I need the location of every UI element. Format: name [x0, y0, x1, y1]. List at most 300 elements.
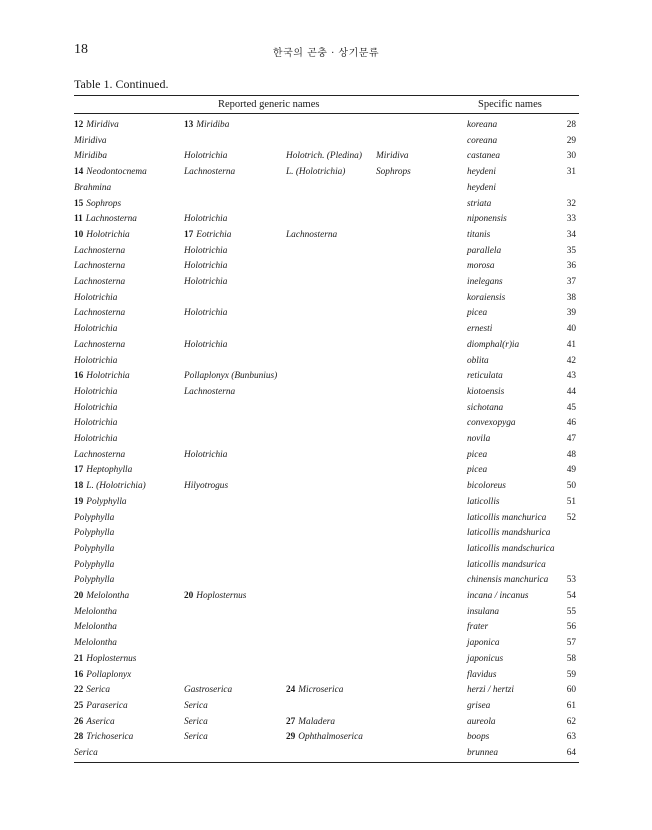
- generic-name-cell-1: [74, 354, 117, 370]
- table-row: [74, 432, 579, 448]
- generic-name-cell-2: [184, 259, 227, 275]
- generic-name-cell-3: [286, 228, 337, 244]
- generic-name-cell-2: [184, 228, 231, 244]
- specific-name-cell-name: laticollis mandschurica: [467, 543, 555, 554]
- generic-name-cell-1: [74, 526, 114, 542]
- generic-name-cell-2: [184, 448, 227, 464]
- reference-number: 31: [566, 167, 576, 178]
- generic-name-cell-1: [74, 479, 146, 495]
- reference-number: 41: [566, 339, 576, 350]
- specific-name-cell: [467, 134, 497, 150]
- specific-name-cell-name: castanea: [467, 151, 501, 162]
- table-row: [74, 683, 579, 699]
- generic-name-cell-1: [74, 275, 125, 291]
- generic-name-cell-1: [74, 511, 114, 527]
- reference-number: 35: [566, 245, 576, 256]
- specific-name-cell: [467, 212, 507, 228]
- table-row: [74, 354, 579, 370]
- generic-name-cell-1-number: 17: [74, 465, 84, 476]
- generic-name-cell-1-name: Holotrichia: [86, 371, 130, 382]
- generic-name-cell-1: [74, 401, 117, 417]
- specific-name-cell: [467, 636, 500, 652]
- generic-name-cell-2-name: Holotrichia: [184, 277, 228, 287]
- generic-name-cell-1: [74, 715, 115, 731]
- specific-name-cell-name: ernesti: [467, 324, 493, 335]
- generic-name-cell-1-name: Polyphylla: [74, 528, 115, 539]
- specific-name-cell: [467, 322, 492, 338]
- specific-name-cell-name: japonicus: [467, 653, 504, 664]
- specific-name-cell-name: inelegans: [467, 277, 503, 287]
- generic-name-cell-1: [74, 416, 117, 432]
- table-row: [74, 197, 579, 213]
- generic-name-cell-1-name: Melolontha: [74, 606, 117, 617]
- generic-name-cell-1: [74, 636, 117, 652]
- generic-name-cell-1: [74, 228, 130, 244]
- generic-name-cell-2-name: Hoplosternus: [196, 591, 247, 601]
- specific-name-cell-name: bicoloreus: [467, 481, 506, 492]
- generic-name-cell-2-number: 13: [184, 120, 194, 130]
- generic-name-cell-1-number: 14: [74, 167, 84, 178]
- table-row: [74, 275, 579, 291]
- table-row: [74, 542, 579, 558]
- generic-name-cell-1-name: Holotrichia: [74, 355, 118, 366]
- specific-name-cell-name: oblita: [467, 355, 489, 366]
- table-row: [74, 369, 579, 385]
- generic-name-cell-1: [74, 149, 107, 165]
- generic-name-cell-2: [184, 589, 246, 605]
- specific-name-cell: [467, 228, 490, 244]
- generic-name-cell-3: [286, 730, 363, 746]
- generic-name-cell-3: [286, 165, 345, 181]
- generic-name-cell-2: [184, 306, 227, 322]
- generic-name-cell-2: [184, 369, 277, 385]
- generic-name-cell-2: [184, 338, 227, 354]
- generic-name-cell-1-name: Polyphylla: [74, 543, 115, 554]
- specific-name-cell-name: brunnea: [467, 748, 498, 758]
- specific-name-cell: [467, 746, 498, 762]
- table-row: [74, 291, 579, 307]
- specific-name-cell: [467, 652, 503, 668]
- reference-number: 29: [566, 135, 576, 146]
- table-row: [74, 526, 579, 542]
- specific-name-cell-name: diomphal(r)ia: [467, 339, 520, 350]
- reference-number: 28: [566, 120, 576, 130]
- table-caption: Table 1. Continued.: [74, 77, 169, 91]
- specific-name-cell: [467, 730, 489, 746]
- specific-name-cell: [467, 699, 490, 715]
- table-row: [74, 652, 579, 668]
- reference-number: 45: [566, 402, 576, 413]
- generic-name-cell-2: [184, 385, 235, 401]
- specific-name-cell-name: grisea: [467, 700, 491, 711]
- specific-name-cell: [467, 369, 503, 385]
- generic-name-cell-2-name: Pollaplonyx (Bunbunius): [184, 371, 278, 382]
- reference-number: 62: [566, 716, 576, 727]
- specific-name-cell: [467, 683, 514, 699]
- generic-name-cell-2-name: Eotrichia: [196, 229, 232, 240]
- generic-name-cell-1-name: Polyphylla: [74, 559, 115, 570]
- reference-number: 52: [566, 512, 576, 523]
- reference-number: 53: [566, 575, 576, 586]
- specific-name-cell: [467, 354, 489, 370]
- generic-name-cell-1-number: 11: [74, 214, 83, 225]
- generic-name-cell-1-name: Miridiva: [74, 135, 107, 146]
- generic-name-cell-1-number: 12: [74, 120, 84, 130]
- generic-name-cell-1: [74, 495, 127, 511]
- generic-name-cell-1-name: Pollaplonyx: [86, 669, 132, 680]
- table-row: [74, 401, 579, 417]
- generic-name-cell-1-name: L. (Holotrichia): [86, 481, 146, 492]
- specific-name-cell-name: picea: [467, 308, 488, 319]
- reference-number: 42: [566, 355, 576, 366]
- generic-name-cell-2-name: Lachnosterna: [184, 386, 236, 397]
- reference-number: 44: [566, 386, 576, 397]
- generic-name-cell-1: [74, 730, 133, 746]
- generic-name-cell-1-name: Trichoserica: [86, 732, 134, 743]
- table-row: [74, 479, 579, 495]
- specific-name-cell-name: laticollis mandshurica: [467, 528, 551, 539]
- specific-name-cell-name: aureola: [467, 716, 496, 727]
- specific-name-cell: [467, 306, 487, 322]
- specific-name-cell: [467, 526, 550, 542]
- table-row: [74, 118, 579, 134]
- generic-name-cell-1: [74, 244, 125, 260]
- generic-name-cell-1-name: Lachnosterna: [74, 449, 126, 460]
- table-bottom-rule: [74, 762, 579, 763]
- generic-name-cell-2-name: Gastroserica: [184, 685, 233, 696]
- specific-name-cell: [467, 181, 496, 197]
- specific-name-cell: [467, 668, 496, 684]
- generic-name-cell-2-name: Lachnosterna: [184, 167, 236, 178]
- generic-name-cell-3-name: Ophthalmoserica: [298, 732, 363, 743]
- generic-name-cell-1: [74, 197, 121, 213]
- reference-number: 57: [566, 638, 576, 649]
- generic-name-cell-1: [74, 212, 137, 228]
- generic-name-cell-4-name: Sophrops: [376, 167, 411, 178]
- generic-name-cell-1: [74, 165, 147, 181]
- specific-name-cell-name: kiotoensis: [467, 386, 505, 397]
- generic-name-cell-2: [184, 479, 228, 495]
- generic-name-cell-1-number: 15: [74, 198, 84, 209]
- specific-name-cell-name: titanis: [467, 229, 491, 240]
- generic-name-cell-2: [184, 715, 208, 731]
- specific-name-cell-name: niponensis: [467, 214, 507, 225]
- table-row: [74, 259, 579, 275]
- generic-name-cell-2-name: Serica: [184, 700, 208, 711]
- generic-name-cell-3: [286, 683, 343, 699]
- generic-name-cell-1-name: Holotrichia: [74, 418, 118, 429]
- generic-name-cell-2: [184, 165, 235, 181]
- specific-name-cell-name: striata: [467, 198, 492, 209]
- reference-number: 51: [566, 496, 576, 507]
- generic-name-cell-1: [74, 369, 130, 385]
- generic-name-cell-1: [74, 259, 125, 275]
- reference-number: 50: [566, 481, 576, 492]
- table-row: [74, 715, 579, 731]
- reference-number: 54: [566, 591, 576, 601]
- col-header-specific: Specific names: [478, 99, 542, 110]
- generic-name-cell-3-name: Holotrich. (Pledina): [286, 151, 362, 162]
- generic-name-cell-1-name: Melolontha: [86, 591, 130, 601]
- generic-name-cell-4: [376, 165, 411, 181]
- table-row: [74, 620, 579, 636]
- generic-name-cell-2-name: Serica: [184, 716, 208, 727]
- specific-name-cell: [467, 165, 496, 181]
- table-row: [74, 636, 579, 652]
- generic-name-cell-3-number: 27: [286, 716, 296, 727]
- specific-name-cell: [467, 197, 491, 213]
- specific-name-cell-name: incana / incanus: [467, 591, 529, 601]
- generic-name-cell-1: [74, 558, 114, 574]
- specific-name-cell: [467, 401, 503, 417]
- generic-name-cell-3-name: Maladera: [298, 716, 335, 727]
- generic-name-cell-1-name: Hoplosternus: [86, 653, 137, 664]
- generic-name-cell-1: [74, 306, 125, 322]
- specific-name-cell-name: frater: [467, 622, 489, 633]
- generic-name-cell-1-name: Polyphylla: [86, 496, 127, 507]
- generic-name-cell-2-name: Holotrichia: [184, 151, 228, 162]
- generic-name-cell-1: [74, 134, 107, 150]
- reference-number: 49: [566, 465, 576, 476]
- specific-name-cell-name: heydeni: [467, 167, 496, 178]
- generic-name-cell-1-name: Lachnosterna: [74, 339, 126, 350]
- generic-name-cell-1-name: Holotrichia: [74, 402, 118, 413]
- table-row: [74, 573, 579, 589]
- table-row: [74, 746, 579, 762]
- table-row: [74, 668, 579, 684]
- generic-name-cell-1: [74, 620, 117, 636]
- specific-name-cell-name: herzi / hertzi: [467, 685, 515, 696]
- specific-name-cell-name: convexopyga: [467, 418, 516, 429]
- reference-number: 61: [566, 700, 576, 711]
- generic-name-cell-4-name: Miridiva: [376, 151, 409, 162]
- reference-number: 33: [566, 214, 576, 225]
- generic-name-cell-1-name: Holotrichia: [86, 229, 130, 240]
- generic-name-cell-1-number: 20: [74, 591, 84, 601]
- generic-name-cell-2: [184, 275, 227, 291]
- generic-name-cell-1: [74, 605, 117, 621]
- generic-name-cell-1-number: 16: [74, 371, 84, 382]
- generic-name-cell-2-number: 20: [184, 591, 194, 601]
- specific-name-cell-name: heydeni: [467, 182, 496, 193]
- specific-name-cell: [467, 338, 519, 354]
- specific-name-cell-name: laticollis: [467, 496, 500, 507]
- generic-name-cell-1-name: Serica: [74, 748, 98, 758]
- generic-name-cell-2-name: Hilyotrogus: [184, 481, 229, 492]
- generic-name-cell-2: [184, 118, 229, 134]
- generic-name-cell-3-name: Lachnosterna: [286, 229, 338, 240]
- table-row: [74, 416, 579, 432]
- reference-number: 40: [566, 324, 576, 335]
- col-header-generic: Reported generic names: [218, 99, 320, 110]
- specific-name-cell: [467, 259, 495, 275]
- specific-name-cell: [467, 589, 528, 605]
- generic-name-cell-2-name: Holotrichia: [184, 261, 228, 272]
- generic-name-cell-1-number: 10: [74, 229, 84, 240]
- reference-number: 59: [566, 669, 576, 680]
- generic-name-cell-1-name: Heptophylla: [86, 465, 133, 476]
- table-row: [74, 589, 579, 605]
- generic-name-cell-1-number: 28: [74, 732, 84, 743]
- specific-name-cell-name: morosa: [467, 261, 495, 272]
- generic-name-cell-1-name: Lachnosterna: [74, 308, 126, 319]
- generic-name-cell-1-name: Neodontocnema: [86, 167, 147, 178]
- specific-name-cell-name: chinensis manchurica: [467, 575, 549, 586]
- reference-number: 38: [566, 292, 576, 303]
- table-row: [74, 463, 579, 479]
- running-head: 한국의 곤충 · 상기문류: [272, 48, 380, 59]
- generic-name-cell-1-number: 16: [74, 669, 84, 680]
- generic-name-cell-1-name: Polyphylla: [74, 512, 115, 523]
- specific-name-cell-name: parallela: [467, 245, 502, 256]
- reference-number: 55: [566, 606, 576, 617]
- generic-name-cell-2-name: Miridiba: [196, 120, 230, 130]
- generic-name-cell-1: [74, 432, 117, 448]
- generic-name-cell-2-name: Holotrichia: [184, 245, 228, 256]
- generic-name-cell-1-number: 26: [74, 716, 84, 727]
- specific-name-cell: [467, 244, 501, 260]
- specific-name-cell-name: coreana: [467, 135, 498, 146]
- generic-name-cell-1: [74, 291, 117, 307]
- specific-name-cell: [467, 463, 487, 479]
- generic-name-cell-1: [74, 338, 125, 354]
- specific-name-cell: [467, 715, 496, 731]
- reference-number: 36: [566, 261, 576, 272]
- specific-name-cell: [467, 605, 499, 621]
- generic-name-cell-2-name: Holotrichia: [184, 449, 228, 460]
- specific-name-cell: [467, 416, 516, 432]
- specific-name-cell-name: picea: [467, 465, 488, 476]
- reference-number: 47: [566, 434, 576, 444]
- generic-name-cell-1-name: Miridiba: [74, 151, 108, 162]
- specific-name-cell: [467, 432, 490, 448]
- specific-name-cell-name: insulana: [467, 606, 500, 617]
- generic-name-cell-1: [74, 542, 114, 558]
- reference-number: 30: [566, 151, 576, 162]
- table-row: [74, 306, 579, 322]
- generic-name-cell-3-number: 29: [286, 732, 296, 743]
- generic-name-cell-1: [74, 322, 117, 338]
- specific-name-cell-name: flavidus: [467, 669, 497, 680]
- generic-name-cell-1-name: Holotrichia: [74, 292, 118, 303]
- specific-name-cell: [467, 558, 546, 574]
- generic-name-cell-3-name: Microserica: [298, 685, 344, 696]
- specific-name-cell: [467, 275, 503, 291]
- table-row: [74, 605, 579, 621]
- specific-name-cell-name: picea: [467, 449, 488, 460]
- generic-name-cell-1: [74, 683, 110, 699]
- table-row: [74, 212, 579, 228]
- generic-name-cell-1: [74, 385, 117, 401]
- specific-name-cell: [467, 385, 504, 401]
- table-row: [74, 495, 579, 511]
- generic-name-cell-2: [184, 683, 232, 699]
- generic-name-cell-2-name: Serica: [184, 732, 208, 743]
- generic-name-cell-2: [184, 212, 227, 228]
- generic-name-cell-1: [74, 589, 129, 605]
- reference-number: 32: [566, 198, 576, 209]
- generic-name-cell-1-name: Lachnosterna: [85, 214, 137, 225]
- generic-name-cell-1-name: Lachnosterna: [74, 261, 126, 272]
- specific-name-cell: [467, 479, 506, 495]
- generic-name-cell-1: [74, 746, 98, 762]
- generic-name-cell-1-name: Aserica: [86, 716, 115, 727]
- reference-number: 37: [566, 277, 576, 287]
- generic-name-cell-2-name: Holotrichia: [184, 339, 228, 350]
- reference-number: 63: [566, 732, 576, 743]
- generic-name-cell-1-number: 21: [74, 653, 84, 664]
- reference-number: 34: [566, 229, 576, 240]
- specific-name-cell: [467, 573, 548, 589]
- table-row: [74, 338, 579, 354]
- generic-name-cell-1: [74, 699, 128, 715]
- generic-name-cell-1-name: Lachnosterna: [74, 277, 126, 287]
- generic-name-cell-1-name: Sophrops: [86, 198, 122, 209]
- generic-name-cell-2-name: Holotrichia: [184, 308, 228, 319]
- generic-name-cell-1-name: Brahmina: [74, 182, 112, 193]
- specific-name-cell: [467, 495, 500, 511]
- generic-name-cell-3: [286, 715, 335, 731]
- generic-name-cell-1-number: 19: [74, 496, 84, 507]
- generic-name-cell-1: [74, 573, 114, 589]
- generic-name-cell-1-name: Melolontha: [74, 638, 117, 649]
- specific-name-cell: [467, 149, 500, 165]
- generic-name-cell-1: [74, 463, 132, 479]
- specific-name-cell: [467, 448, 487, 464]
- generic-name-cell-1-number: 22: [74, 685, 84, 696]
- generic-name-cell-2: [184, 730, 208, 746]
- table-row: [74, 244, 579, 260]
- table-row: [74, 730, 579, 746]
- generic-name-cell-1: [74, 668, 131, 684]
- reference-number: 58: [566, 653, 576, 664]
- reference-number: 43: [566, 371, 576, 382]
- generic-name-cell-3-name: L. (Holotrichia): [286, 167, 346, 178]
- table-row: [74, 181, 579, 197]
- generic-name-cell-2: [184, 699, 208, 715]
- specific-name-cell-name: boops: [467, 732, 490, 743]
- table-row: [74, 165, 579, 181]
- generic-name-cell-1-name: Paraserica: [86, 700, 128, 711]
- generic-name-cell-1-name: Serica: [86, 685, 111, 696]
- generic-name-cell-3: [286, 149, 362, 165]
- generic-name-cell-1-number: 18: [74, 481, 84, 492]
- table-row: [74, 149, 579, 165]
- generic-name-cell-1-name: Miridiva: [86, 120, 119, 130]
- specific-name-cell: [467, 118, 497, 134]
- specific-name-cell: [467, 620, 488, 636]
- table-row: [74, 134, 579, 150]
- page-number: 18: [74, 42, 88, 57]
- specific-name-cell-name: novila: [467, 434, 491, 444]
- specific-name-cell-name: laticollis mandsurica: [467, 559, 546, 570]
- generic-name-cell-1-name: Holotrichia: [74, 386, 118, 397]
- specific-name-cell: [467, 542, 555, 558]
- generic-name-cell-2-name: Holotrichia: [184, 214, 228, 225]
- specific-name-cell-name: koreana: [467, 120, 498, 130]
- generic-name-cell-1-number: 25: [74, 700, 84, 711]
- generic-name-cell-2: [184, 244, 227, 260]
- generic-name-cell-3-number: 24: [286, 685, 296, 696]
- generic-name-cell-1-name: Lachnosterna: [74, 245, 126, 256]
- table-row: [74, 228, 579, 244]
- generic-name-cell-2-number: 17: [184, 229, 194, 240]
- specific-name-cell-name: japonica: [467, 638, 500, 649]
- table-row: [74, 558, 579, 574]
- reference-number: 56: [566, 622, 576, 633]
- specific-name-cell: [467, 291, 505, 307]
- reference-number: 46: [566, 418, 576, 429]
